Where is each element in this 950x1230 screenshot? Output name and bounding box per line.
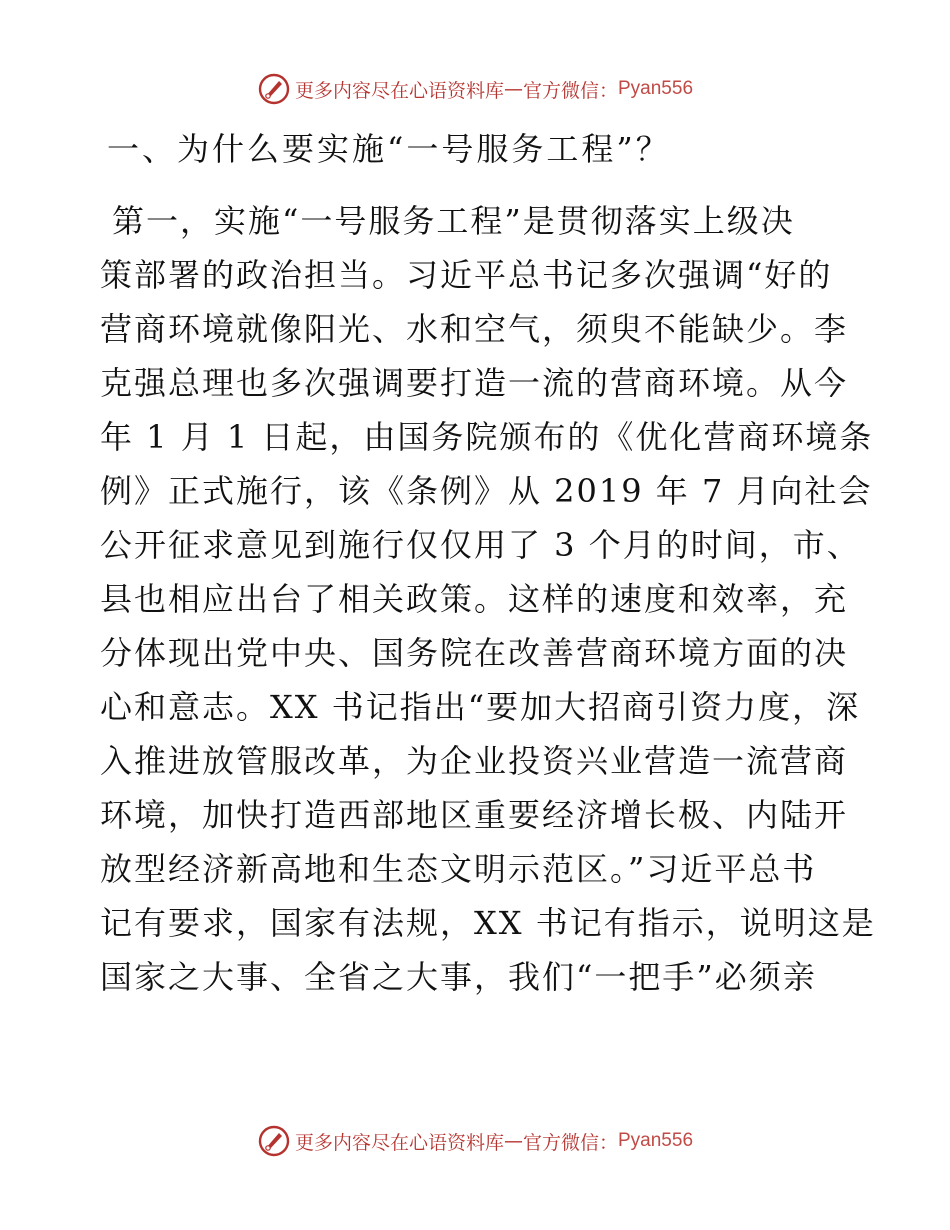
quill-seal-icon [257, 72, 291, 106]
watermark-separator: — [503, 1130, 523, 1152]
quill-seal-icon [257, 1124, 291, 1158]
paragraph-line: 年 1 月 1 日起，由国务院颁布的《优化营商环境条 [100, 418, 874, 456]
watermark-wechat-label: 官方微信： [522, 1131, 618, 1154]
watermark-header [0, 72, 950, 106]
paragraph-line: 克强总理也多次强调要打造一流的营商环境。从今 [100, 364, 849, 402]
body-paragraph [100, 194, 876, 1004]
paragraph-line: 国家之大事、全省之大事，我们“一把手”必须亲 [100, 958, 817, 996]
paragraph-line: 例》正式施行，该《条例》从 2019 年 7 月向社会 [100, 472, 873, 510]
watermark-wechat-label: 官方微信： [522, 79, 618, 102]
watermark-separator: — [503, 78, 523, 100]
watermark-footer [0, 1124, 950, 1158]
watermark-wechat-id: Pyan556 [618, 1130, 694, 1151]
watermark-wechat-id: Pyan556 [618, 78, 694, 99]
paragraph-line: 环境，加快打造西部地区重要经济增长极、内陆开 [100, 796, 849, 834]
paragraph-line: 第一，实施“一号服务工程”是贯彻落实上级决 [112, 202, 795, 240]
watermark-text: 更多内容尽在心语资料库 [294, 79, 504, 102]
paragraph-line: 县也相应出台了相关政策。这样的速度和效率，充 [100, 580, 849, 618]
paragraph-line: 分体现出党中央、国务院在改善营商环境方面的决 [100, 634, 849, 672]
section-heading: 一、为什么要实施“一号服务工程”？ [107, 130, 671, 168]
paragraph-line: 放型经济新高地和生态文明示范区。”习近平总书 [100, 850, 817, 888]
watermark-text: 更多内容尽在心语资料库 [294, 1131, 504, 1154]
paragraph-line: 入推进放管服改革，为企业投资兴业营造一流营商 [100, 742, 849, 780]
paragraph-line: 记有要求，国家有法规，XX 书记有指示，说明这是 [100, 904, 876, 942]
paragraph-line: 营商环境就像阳光、水和空气，须臾不能缺少。李 [100, 310, 849, 348]
paragraph-line: 策部署的政治担当。习近平总书记多次强调“好的 [100, 256, 833, 294]
paragraph-line: 公开征求意见到施行仅仅用了 3 个月的时间，市、 [100, 526, 861, 564]
paragraph-line: 心和意志。XX 书记指出“要加大招商引资力度，深 [100, 688, 861, 726]
